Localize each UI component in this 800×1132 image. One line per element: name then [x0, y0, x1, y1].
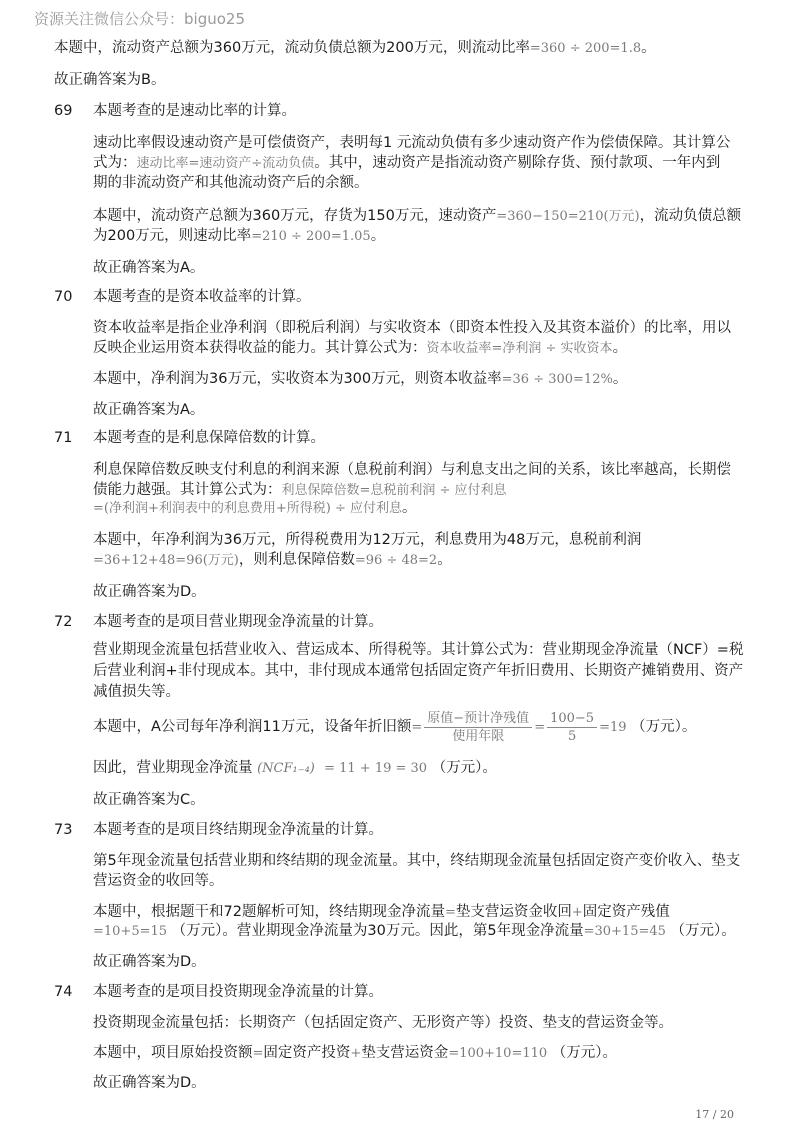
q73-calc-text: 本题中，根据题干和72题解析可知，终结期现金净流量	[93, 904, 445, 920]
q69-answer: 故正确答案为A。	[93, 260, 205, 276]
q72-ncf-line	[93, 758, 497, 779]
q71-calc-end: 。	[437, 552, 452, 568]
q71-number: 71	[54, 430, 73, 446]
q71-calc-line-2	[93, 550, 452, 571]
q71-def-text: 债能力越强。其计算公式为：	[93, 482, 282, 498]
q70-calc-line	[93, 369, 627, 390]
q72-equals-2: =	[534, 720, 546, 735]
q72-ncf-text: 因此，营业期现金净流量	[93, 760, 253, 776]
q69-def-line-3: 期的非流动资产和其他流动资产后的余额。	[93, 175, 369, 191]
q74-calc-text-3: 垫支营运资金	[361, 1045, 449, 1061]
q70-def-formula: 资本收益率=净利润 ÷ 实收资本	[426, 341, 613, 356]
q73-answer: 故正确答案为D。	[93, 954, 206, 970]
q68-calc-line	[54, 38, 656, 59]
q70-def-line-2	[93, 338, 627, 359]
q70-calc-text: 本题中，净利润为36万元，实收资本为300万元，则资本收益率	[93, 371, 502, 387]
q69-def-formula: 速动比率=速动资产÷流动负债	[136, 156, 315, 171]
q72-ncf-formula: = 11 + 19 = 30	[324, 761, 428, 776]
q73-equals: =	[444, 905, 456, 920]
q72-number: 72	[54, 614, 73, 630]
q70-def-line-1: 资本收益率是指企业净利润（即税后利润）与实收资本（即资本性投入及其资本溢价）的比率，用以	[93, 320, 731, 336]
q73-calc-formula-2: =30+15=45	[583, 924, 666, 939]
q73-calc-text-2: 垫支营运资金收回	[455, 904, 572, 920]
q73-calc-text-3: 固定资产残值	[582, 904, 670, 920]
q71-calc-formula: =36+12+48=96(万元)	[93, 553, 239, 568]
q71-answer: 故正确答案为D。	[93, 584, 206, 600]
q72-fraction-formula	[424, 710, 532, 745]
q68-calc-end: 。	[641, 40, 656, 56]
q69-def-line-1: 速动比率假设速动资产是可偿债资产，表明每1 元流动负债有多少速动资产作为偿债保障。其计算公	[93, 135, 731, 151]
page-number: 17 / 20	[695, 1108, 734, 1121]
q72-fraction-denominator: 使用年限	[452, 728, 505, 744]
q72-fraction-values-denominator: 5	[567, 728, 577, 744]
q68-calc-text: 本题中，流动资产总额为360万元，流动负债总额为200万元，则流动比率	[54, 40, 530, 56]
q68-calc-formula: =360 ÷ 200=1.8	[529, 41, 642, 56]
q74-answer: 故正确答案为D。	[93, 1075, 206, 1091]
q71-def-line-1: 利息保障倍数反映支付利息的利润来源（息税前利润）与利息支出之间的关系，该比率越高，长期偿	[93, 462, 731, 478]
q69-def-text: 。其中，速动资产是指流动资产剔除存货、预付款项、一年内到	[314, 155, 721, 171]
q72-fraction-values-numerator: 100−5	[547, 710, 597, 728]
q72-fraction-result: =19	[599, 720, 627, 735]
q72-calc-unit: （万元）。	[631, 719, 697, 735]
q70-def-text: 反映企业运用资本获得收益的能力。其计算公式为：	[93, 340, 427, 356]
q71-calc-formula-2: =96 ÷ 48=2	[354, 553, 438, 568]
q70-def-end: 。	[612, 340, 628, 356]
q73-calc-unit: （万元）。	[670, 923, 736, 939]
q74-title: 本题考查的是项目投资期现金净流量的计算。	[93, 984, 383, 1000]
q73-def-line-1: 第5年现金流量包括营业期和终结期的现金流量。其中，终结期现金流量包括固定资产变价收入、垫支	[93, 853, 741, 869]
q74-calc-unit: （万元）。	[551, 1045, 618, 1061]
q69-calc-formula-2: =210 ÷ 200=1.05	[251, 229, 371, 244]
q73-calc-text-4: （万元）。营业期现金净流量为30万元。因此，第5年现金净流量	[171, 923, 584, 939]
q72-ncf-symbol: (NCF₁₋₄)	[257, 761, 315, 776]
q74-number: 74	[54, 984, 73, 1000]
q72-title: 本题考查的是项目营业期现金净流量的计算。	[93, 614, 383, 630]
q73-calc-line-2	[93, 921, 736, 942]
q72-calc-line	[93, 708, 696, 747]
q69-calc-line-1	[93, 206, 741, 227]
q70-title: 本题考查的是资本收益率的计算。	[93, 289, 311, 305]
q71-def-formula-2: =(净利润+利润表中的利息费用+所得税) ÷ 应付利息	[93, 501, 402, 516]
q69-calc-formula: =360−150=210(万元)	[496, 209, 640, 224]
q69-calc-text-2: ，流动负债总额	[639, 208, 742, 224]
q72-def-line-2: 后营业利润+非付现成本。其中，非付现成本通常包括固定资产年折旧费用、长期资产摊销费用、资产	[93, 663, 744, 679]
q69-number: 69	[54, 103, 73, 119]
q69-title: 本题考查的是速动比率的计算。	[93, 103, 296, 119]
q72-answer: 故正确答案为C。	[93, 792, 205, 808]
q70-calc-formula: =36 ÷ 300=12%	[501, 372, 613, 387]
q72-def-line-1: 营业期现金流量包括营业收入、营运成本、所得税等。其计算公式为：营业期现金净流量（NCF）=税	[93, 642, 744, 658]
q73-calc-formula: =10+5=15	[93, 924, 168, 939]
q74-calc-text: 本题中，项目原始投资额	[93, 1045, 253, 1061]
q71-def-line-3	[93, 498, 416, 519]
q71-calc-line-1: 本题中，年净利润为36万元，所得税费用为12万元，利息费用为48万元，息税前利润	[93, 532, 642, 548]
q71-def-end: 。	[401, 500, 417, 516]
q72-fraction-numerator: 原值−预计净残值	[424, 710, 532, 728]
q73-plus: +	[571, 905, 583, 920]
q73-number: 73	[54, 822, 73, 838]
q71-title: 本题考查的是利息保障倍数的计算。	[93, 430, 325, 446]
q73-calc-line-1	[93, 902, 670, 923]
q70-calc-end: 。	[612, 371, 628, 387]
q74-calc-formula: =100+10=110	[448, 1046, 548, 1061]
q74-plus: +	[350, 1046, 362, 1061]
q69-calc-end: 。	[370, 228, 386, 244]
q74-calc-text-2: 固定资产投资	[263, 1045, 351, 1061]
watermark-text: 资源关注微信公众号：biguo25	[34, 10, 245, 28]
q72-fraction-values	[547, 710, 597, 745]
q74-calc-line	[93, 1043, 617, 1064]
q70-answer: 故正确答案为A。	[93, 402, 205, 418]
q71-def-formula: 利息保障倍数=息税前利润 ÷ 应付利息	[281, 483, 507, 498]
q69-def-label: 式为：	[93, 155, 137, 171]
q69-calc-text: 本题中，流动资产总额为360万元，存货为150万元，速动资产	[93, 208, 497, 224]
q70-number: 70	[54, 289, 73, 305]
q69-calc-line-2	[93, 226, 385, 247]
q72-calc-text: 本题中，A公司每年净利润11万元，设备年折旧额	[93, 719, 412, 735]
q73-title: 本题考查的是项目终结期现金净流量的计算。	[93, 822, 383, 838]
q69-calc-text-3: 为200万元，则速动比率	[93, 228, 252, 244]
q72-equals: =	[411, 720, 423, 735]
q68-answer: 故正确答案为B。	[54, 72, 166, 88]
q74-equals: =	[252, 1046, 264, 1061]
q72-ncf-unit: （万元）。	[431, 760, 497, 776]
q69-def-line-2	[93, 153, 720, 174]
q74-def-line: 投资期现金流量包括：长期资产（包括固定资产、无形资产等）投资、垫支的营运资金等。	[93, 1015, 673, 1031]
q73-def-line-2: 营运资金的收回等。	[93, 873, 224, 889]
q71-calc-text: ，则利息保障倍数	[238, 552, 355, 568]
q72-def-line-3: 减值损失等。	[93, 684, 180, 700]
